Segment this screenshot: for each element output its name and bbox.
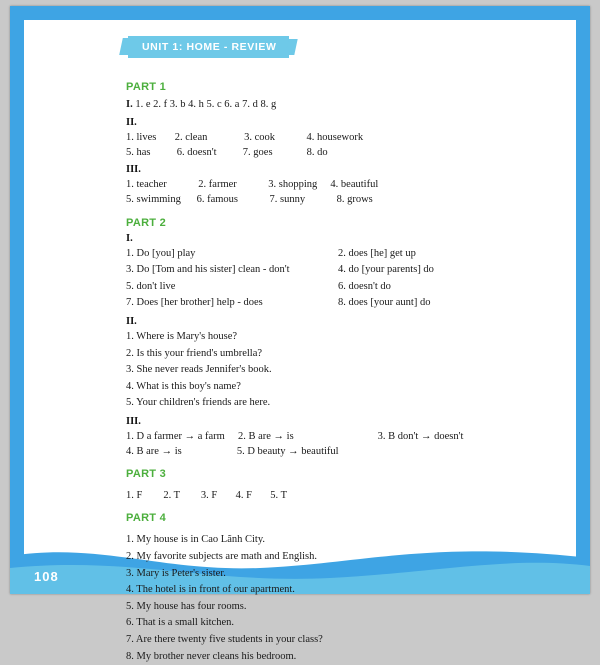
part2-section-3-row-2: 4. B are → is 5. D beauty → beautiful bbox=[126, 446, 339, 458]
list-item: 2. does [he] get up bbox=[338, 247, 416, 259]
part1-section-1-answers: 1. e 2. f 3. b 4. h 5. c 6. a 7. d 8. g bbox=[135, 99, 277, 110]
part2-section-3-row-1: 1. D a farmer → a farm 2. B are → is 3. B don't → doesn't bbox=[126, 430, 464, 442]
list-item: 6. doesn't do bbox=[338, 280, 391, 292]
list-item: 1. Do [you] play bbox=[126, 247, 196, 259]
list-item: 4. do [your parents] do bbox=[338, 264, 434, 276]
part-1-heading: PART 1 bbox=[126, 81, 167, 93]
page-border-top bbox=[10, 6, 590, 20]
list-item: 3. Mary is Peter's sister. bbox=[126, 567, 226, 579]
part1-section-3-label: III. bbox=[126, 164, 141, 176]
list-item: 3. Do [Tom and his sister] clean - don't bbox=[126, 264, 290, 276]
part1-section-2-row-1: 1. lives 2. clean 3. cook 4. housework bbox=[126, 131, 364, 143]
part-3-heading: PART 3 bbox=[126, 468, 167, 481]
part2-section-1-right-column bbox=[338, 246, 538, 312]
list-item: 3. She never reads Jennifer's book. bbox=[126, 364, 272, 376]
part1-section-1 bbox=[126, 97, 556, 113]
page-number: 108 bbox=[34, 569, 59, 584]
part2-section-1-label: I. bbox=[126, 232, 133, 244]
part1-section-3-row-1: 1. teacher 2. farmer 3. shopping 4. beautiful bbox=[126, 179, 379, 191]
list-item: 4. What is this boy's name? bbox=[126, 380, 241, 392]
page-border-right bbox=[576, 6, 590, 594]
list-item: 2. My favorite subjects are math and English. bbox=[126, 551, 317, 563]
worksheet-content bbox=[126, 36, 556, 665]
list-item: 5. My house has four rooms. bbox=[126, 600, 247, 612]
list-item: 1. Where is Mary's house? bbox=[126, 330, 238, 342]
list-item: 2. Is this your friend's umbrella? bbox=[126, 347, 263, 359]
list-item: 8. My brother never cleans his bedroom. bbox=[126, 650, 297, 662]
part3-answers: 1. F 2. T 3. F 4. F 5. T bbox=[126, 490, 288, 502]
list-item: 7. Are there twenty five students in your class? bbox=[126, 633, 323, 645]
part2-section-2-list bbox=[126, 329, 556, 412]
part1-section-3-row-2: 5. swimming 6. famous 7. sunny 8. grows bbox=[126, 194, 373, 206]
part1-section-2-row-2: 5. has 6. doesn't 7. goes 8. do bbox=[126, 146, 328, 158]
list-item: 1. My house is in Cao Lãnh City. bbox=[126, 534, 266, 546]
part1-section-1-label: I. bbox=[126, 99, 133, 110]
part2-section-1-left-column bbox=[126, 246, 338, 312]
worksheet-page bbox=[10, 6, 590, 662]
part2-section-1-columns bbox=[126, 246, 556, 312]
list-item: 8. does [your aunt] do bbox=[338, 297, 431, 309]
part1-section-2-label: II. bbox=[126, 116, 137, 128]
part4-list bbox=[126, 532, 556, 665]
list-item: 5. Your children's friends are here. bbox=[126, 397, 271, 409]
list-item: 7. Does [her brother] help - does bbox=[126, 297, 263, 309]
page-border-left bbox=[10, 6, 24, 594]
part-2-heading: PART 2 bbox=[126, 216, 167, 229]
part-4-heading: PART 4 bbox=[126, 512, 167, 525]
unit-title-banner: UNIT 1: HOME - REVIEW bbox=[128, 36, 289, 58]
list-item: 5. don't live bbox=[126, 280, 176, 292]
list-item: 6. That is a small kitchen. bbox=[126, 617, 234, 629]
list-item: 4. The hotel is in front of our apartment. bbox=[126, 584, 295, 596]
part2-section-2-label: II. bbox=[126, 315, 137, 327]
part2-section-3-label: III. bbox=[126, 415, 141, 427]
